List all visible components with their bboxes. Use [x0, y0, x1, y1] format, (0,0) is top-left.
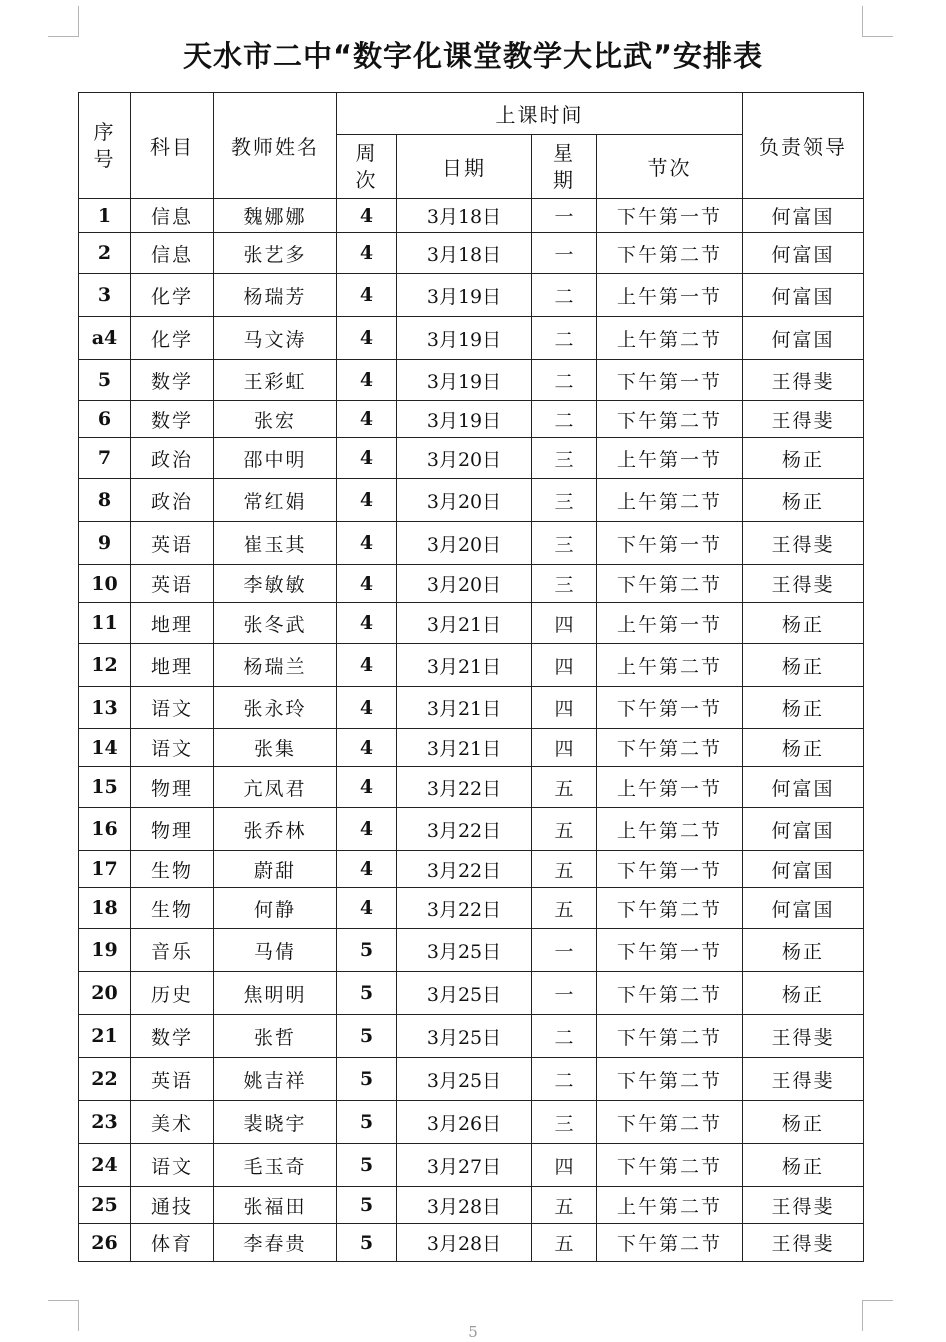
teacher-cell: 张永玲 — [214, 687, 337, 729]
period-cell: 下午第二节 — [597, 233, 743, 274]
leader-cell: 王得斐 — [743, 1224, 864, 1262]
table-row — [79, 565, 864, 603]
period-cell: 上午第一节 — [597, 274, 743, 317]
period-cell: 下午第二节 — [597, 401, 743, 438]
row-number: 24 — [79, 1144, 131, 1187]
week-cell: 4 — [337, 522, 397, 565]
week-cell: 4 — [337, 808, 397, 851]
leader-cell: 杨正 — [743, 479, 864, 522]
teacher-cell: 焦明明 — [214, 972, 337, 1015]
table-row — [79, 522, 864, 565]
teacher-cell: 张集 — [214, 729, 337, 767]
leader-cell: 何富国 — [743, 888, 864, 929]
date-cell: 3月21日 — [397, 687, 532, 729]
row-number: 15 — [79, 767, 131, 808]
leader-cell: 何富国 — [743, 851, 864, 888]
period-cell: 下午第一节 — [597, 687, 743, 729]
weekday-cell: 四 — [532, 603, 597, 644]
week-cell: 4 — [337, 360, 397, 401]
header-weekday: 星期 — [532, 135, 597, 199]
subject-cell: 数学 — [131, 1015, 214, 1058]
date-cell: 3月19日 — [397, 401, 532, 438]
header-leader: 负责领导 — [743, 93, 864, 199]
header-subject: 科目 — [131, 93, 214, 199]
leader-cell: 王得斐 — [743, 360, 864, 401]
leader-cell: 王得斐 — [743, 1058, 864, 1101]
table-row — [79, 929, 864, 972]
subject-cell: 体育 — [131, 1224, 214, 1262]
date-cell: 3月25日 — [397, 972, 532, 1015]
header-time-group: 上课时间 — [337, 93, 743, 135]
table-row — [79, 888, 864, 929]
weekday-cell: 三 — [532, 522, 597, 565]
subject-cell: 地理 — [131, 644, 214, 687]
teacher-cell: 裴晓宇 — [214, 1101, 337, 1144]
table-row — [79, 233, 864, 274]
weekday-cell: 五 — [532, 767, 597, 808]
week-cell: 4 — [337, 767, 397, 808]
weekday-cell: 三 — [532, 565, 597, 603]
leader-cell: 何富国 — [743, 233, 864, 274]
date-cell: 3月20日 — [397, 479, 532, 522]
period-cell: 下午第一节 — [597, 929, 743, 972]
table-row — [79, 360, 864, 401]
week-cell: 5 — [337, 972, 397, 1015]
crop-mark-top-left — [48, 6, 79, 37]
teacher-cell: 邵中明 — [214, 438, 337, 479]
subject-cell: 生物 — [131, 888, 214, 929]
teacher-cell: 张艺多 — [214, 233, 337, 274]
leader-cell: 杨正 — [743, 1101, 864, 1144]
date-cell: 3月25日 — [397, 929, 532, 972]
teacher-cell: 毛玉奇 — [214, 1144, 337, 1187]
week-cell: 4 — [337, 438, 397, 479]
teacher-cell: 崔玉其 — [214, 522, 337, 565]
subject-cell: 美术 — [131, 1101, 214, 1144]
period-cell: 上午第一节 — [597, 603, 743, 644]
week-cell: 5 — [337, 1058, 397, 1101]
table-row — [79, 274, 864, 317]
subject-cell: 历史 — [131, 972, 214, 1015]
weekday-cell: 四 — [532, 687, 597, 729]
leader-cell: 杨正 — [743, 687, 864, 729]
table-row — [79, 199, 864, 233]
weekday-cell: 二 — [532, 274, 597, 317]
date-cell: 3月28日 — [397, 1224, 532, 1262]
period-cell: 下午第二节 — [597, 972, 743, 1015]
teacher-cell: 张福田 — [214, 1187, 337, 1224]
week-cell: 5 — [337, 1187, 397, 1224]
subject-cell: 化学 — [131, 317, 214, 360]
table-row — [79, 438, 864, 479]
row-number: 25 — [79, 1187, 131, 1224]
week-cell: 5 — [337, 1224, 397, 1262]
week-cell: 4 — [337, 401, 397, 438]
row-number: 5 — [79, 360, 131, 401]
table-row — [79, 1101, 864, 1144]
subject-cell: 英语 — [131, 565, 214, 603]
weekday-cell: 五 — [532, 851, 597, 888]
subject-cell: 数学 — [131, 360, 214, 401]
period-cell: 下午第二节 — [597, 1058, 743, 1101]
period-cell: 下午第二节 — [597, 1224, 743, 1262]
date-cell: 3月19日 — [397, 360, 532, 401]
subject-cell: 通技 — [131, 1187, 214, 1224]
date-cell: 3月20日 — [397, 438, 532, 479]
week-cell: 4 — [337, 317, 397, 360]
week-cell: 4 — [337, 565, 397, 603]
leader-cell: 杨正 — [743, 438, 864, 479]
row-number: 18 — [79, 888, 131, 929]
table-row — [79, 729, 864, 767]
leader-cell: 王得斐 — [743, 1187, 864, 1224]
period-cell: 下午第二节 — [597, 729, 743, 767]
teacher-cell: 张哲 — [214, 1015, 337, 1058]
date-cell: 3月27日 — [397, 1144, 532, 1187]
row-number: 23 — [79, 1101, 131, 1144]
teacher-cell: 李敏敏 — [214, 565, 337, 603]
weekday-cell: 五 — [532, 1224, 597, 1262]
leader-cell: 杨正 — [743, 972, 864, 1015]
row-number: a4 — [79, 317, 131, 360]
period-cell: 下午第一节 — [597, 360, 743, 401]
week-cell: 5 — [337, 929, 397, 972]
period-cell: 下午第二节 — [597, 1015, 743, 1058]
weekday-cell: 一 — [532, 972, 597, 1015]
row-number: 21 — [79, 1015, 131, 1058]
subject-cell: 音乐 — [131, 929, 214, 972]
subject-cell: 政治 — [131, 438, 214, 479]
page-number: 5 — [468, 1323, 478, 1341]
week-cell: 4 — [337, 233, 397, 274]
header-date: 日期 — [397, 135, 532, 199]
subject-cell: 生物 — [131, 851, 214, 888]
teacher-cell: 张宏 — [214, 401, 337, 438]
page-title: 天水市二中“数字化课堂教学大比武”安排表 — [182, 39, 764, 73]
leader-cell: 杨正 — [743, 929, 864, 972]
week-cell: 4 — [337, 479, 397, 522]
leader-cell: 王得斐 — [743, 565, 864, 603]
period-cell: 上午第一节 — [597, 767, 743, 808]
weekday-cell: 二 — [532, 360, 597, 401]
table-row — [79, 603, 864, 644]
weekday-cell: 一 — [532, 233, 597, 274]
weekday-cell: 四 — [532, 644, 597, 687]
row-number: 3 — [79, 274, 131, 317]
weekday-cell: 四 — [532, 1144, 597, 1187]
subject-cell: 信息 — [131, 199, 214, 233]
table-row — [79, 1058, 864, 1101]
weekday-cell: 五 — [532, 808, 597, 851]
teacher-cell: 张乔林 — [214, 808, 337, 851]
week-cell: 5 — [337, 1015, 397, 1058]
row-number: 26 — [79, 1224, 131, 1262]
table-row — [79, 851, 864, 888]
row-number: 1 — [79, 199, 131, 233]
subject-cell: 信息 — [131, 233, 214, 274]
date-cell: 3月28日 — [397, 1187, 532, 1224]
teacher-cell: 何静 — [214, 888, 337, 929]
period-cell: 下午第一节 — [597, 199, 743, 233]
teacher-cell: 杨瑞芳 — [214, 274, 337, 317]
date-cell: 3月26日 — [397, 1101, 532, 1144]
week-cell: 4 — [337, 687, 397, 729]
period-cell: 下午第二节 — [597, 1101, 743, 1144]
weekday-cell: 二 — [532, 1015, 597, 1058]
date-cell: 3月20日 — [397, 565, 532, 603]
date-cell: 3月22日 — [397, 851, 532, 888]
leader-cell: 何富国 — [743, 274, 864, 317]
weekday-cell: 五 — [532, 888, 597, 929]
subject-cell: 英语 — [131, 1058, 214, 1101]
period-cell: 上午第二节 — [597, 1187, 743, 1224]
period-cell: 上午第一节 — [597, 438, 743, 479]
date-cell: 3月19日 — [397, 274, 532, 317]
row-number: 6 — [79, 401, 131, 438]
period-cell: 上午第二节 — [597, 808, 743, 851]
teacher-cell: 王彩虹 — [214, 360, 337, 401]
leader-cell: 何富国 — [743, 808, 864, 851]
date-cell: 3月18日 — [397, 233, 532, 274]
leader-cell: 何富国 — [743, 199, 864, 233]
week-cell: 4 — [337, 644, 397, 687]
table-row — [79, 767, 864, 808]
header-seq: 序号 — [79, 93, 131, 199]
subject-cell: 地理 — [131, 603, 214, 644]
date-cell: 3月21日 — [397, 644, 532, 687]
row-number: 17 — [79, 851, 131, 888]
period-cell: 下午第二节 — [597, 888, 743, 929]
leader-cell: 杨正 — [743, 603, 864, 644]
leader-cell: 杨正 — [743, 1144, 864, 1187]
subject-cell: 政治 — [131, 479, 214, 522]
subject-cell: 语文 — [131, 729, 214, 767]
header-period: 节次 — [597, 135, 743, 199]
subject-cell: 语文 — [131, 687, 214, 729]
teacher-cell: 姚吉祥 — [214, 1058, 337, 1101]
row-number: 8 — [79, 479, 131, 522]
table-row — [79, 644, 864, 687]
date-cell: 3月22日 — [397, 808, 532, 851]
weekday-cell: 五 — [532, 1187, 597, 1224]
leader-cell: 何富国 — [743, 767, 864, 808]
date-cell: 3月18日 — [397, 199, 532, 233]
subject-cell: 化学 — [131, 274, 214, 317]
week-cell: 4 — [337, 274, 397, 317]
row-number: 22 — [79, 1058, 131, 1101]
row-number: 12 — [79, 644, 131, 687]
weekday-cell: 一 — [532, 199, 597, 233]
date-cell: 3月19日 — [397, 317, 532, 360]
weekday-cell: 三 — [532, 479, 597, 522]
weekday-cell: 四 — [532, 729, 597, 767]
row-number: 20 — [79, 972, 131, 1015]
date-cell: 3月21日 — [397, 603, 532, 644]
period-cell: 下午第二节 — [597, 565, 743, 603]
date-cell: 3月20日 — [397, 522, 532, 565]
period-cell: 上午第二节 — [597, 479, 743, 522]
teacher-cell: 张冬武 — [214, 603, 337, 644]
subject-cell: 语文 — [131, 1144, 214, 1187]
row-number: 14 — [79, 729, 131, 767]
table-row — [79, 1144, 864, 1187]
table-row — [79, 1015, 864, 1058]
teacher-cell: 亢凤君 — [214, 767, 337, 808]
leader-cell: 王得斐 — [743, 1015, 864, 1058]
table-row — [79, 317, 864, 360]
teacher-cell: 蔚甜 — [214, 851, 337, 888]
period-cell: 上午第二节 — [597, 644, 743, 687]
weekday-cell: 二 — [532, 401, 597, 438]
row-number: 9 — [79, 522, 131, 565]
teacher-cell: 魏娜娜 — [214, 199, 337, 233]
table-row — [79, 1187, 864, 1224]
header-teacher: 教师姓名 — [214, 93, 337, 199]
row-number: 10 — [79, 565, 131, 603]
date-cell: 3月21日 — [397, 729, 532, 767]
row-number: 7 — [79, 438, 131, 479]
table-row — [79, 687, 864, 729]
row-number: 16 — [79, 808, 131, 851]
weekday-cell: 二 — [532, 317, 597, 360]
weekday-cell: 三 — [532, 1101, 597, 1144]
subject-cell: 数学 — [131, 401, 214, 438]
teacher-cell: 马倩 — [214, 929, 337, 972]
teacher-cell: 常红娟 — [214, 479, 337, 522]
header-week: 周次 — [337, 135, 397, 199]
table-row — [79, 972, 864, 1015]
leader-cell: 杨正 — [743, 644, 864, 687]
teacher-cell: 马文涛 — [214, 317, 337, 360]
subject-cell: 物理 — [131, 767, 214, 808]
period-cell: 下午第一节 — [597, 851, 743, 888]
week-cell: 5 — [337, 1101, 397, 1144]
period-cell: 下午第二节 — [597, 1144, 743, 1187]
week-cell: 4 — [337, 888, 397, 929]
leader-cell: 杨正 — [743, 729, 864, 767]
week-cell: 4 — [337, 199, 397, 233]
week-cell: 4 — [337, 851, 397, 888]
weekday-cell: 一 — [532, 929, 597, 972]
teacher-cell: 杨瑞兰 — [214, 644, 337, 687]
week-cell: 4 — [337, 729, 397, 767]
date-cell: 3月25日 — [397, 1058, 532, 1101]
table-row — [79, 401, 864, 438]
week-cell: 5 — [337, 1144, 397, 1187]
subject-cell: 物理 — [131, 808, 214, 851]
period-cell: 上午第二节 — [597, 317, 743, 360]
date-cell: 3月22日 — [397, 767, 532, 808]
row-number: 19 — [79, 929, 131, 972]
date-cell: 3月25日 — [397, 1015, 532, 1058]
week-cell: 4 — [337, 603, 397, 644]
leader-cell: 王得斐 — [743, 401, 864, 438]
leader-cell: 王得斐 — [743, 522, 864, 565]
leader-cell: 何富国 — [743, 317, 864, 360]
table-row — [79, 1224, 864, 1262]
table-row — [79, 808, 864, 851]
row-number: 11 — [79, 603, 131, 644]
period-cell: 下午第一节 — [597, 522, 743, 565]
weekday-cell: 三 — [532, 438, 597, 479]
crop-mark-top-right — [862, 6, 893, 37]
teacher-cell: 李春贵 — [214, 1224, 337, 1262]
weekday-cell: 二 — [532, 1058, 597, 1101]
date-cell: 3月22日 — [397, 888, 532, 929]
table-row — [79, 479, 864, 522]
schedule-table — [78, 92, 864, 1262]
row-number: 2 — [79, 233, 131, 274]
subject-cell: 英语 — [131, 522, 214, 565]
row-number: 13 — [79, 687, 131, 729]
